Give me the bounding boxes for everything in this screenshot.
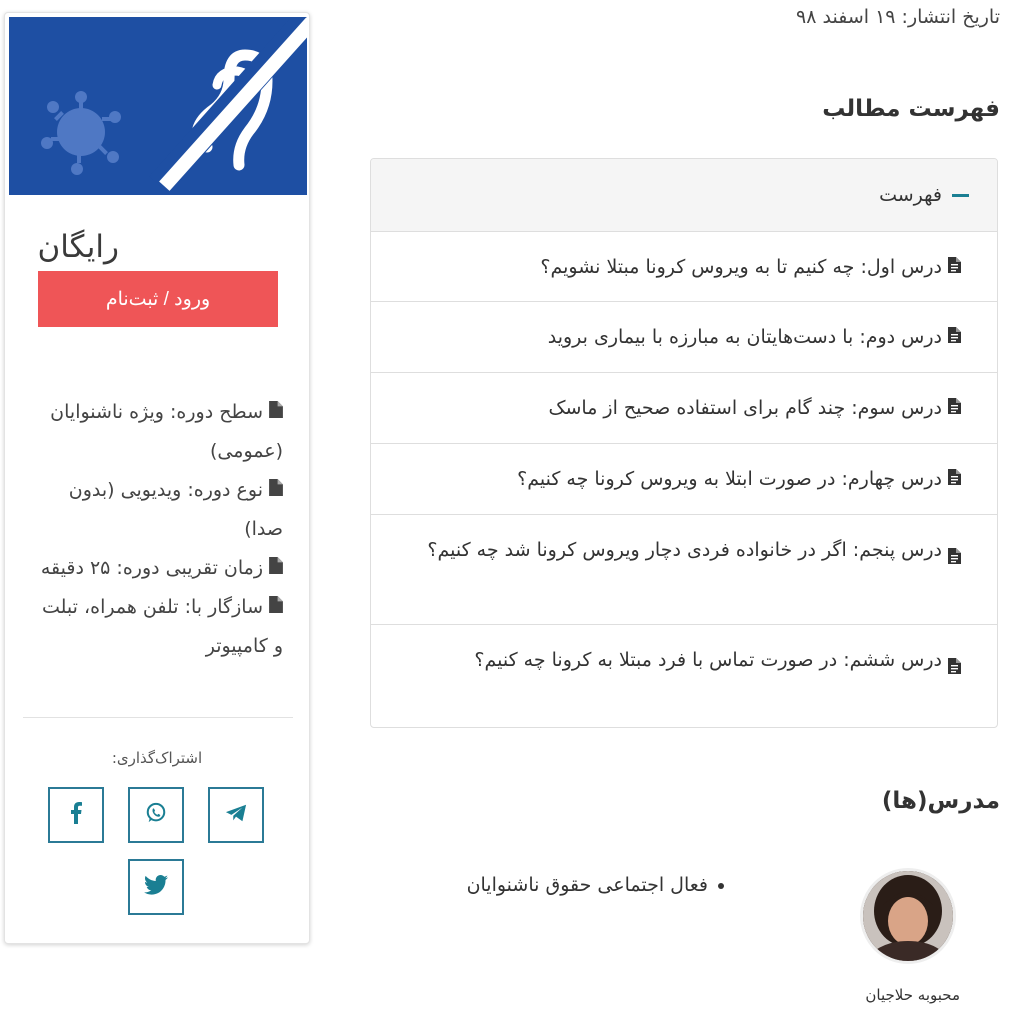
course-price: رایگان <box>37 229 119 265</box>
sidebar-divider <box>23 717 293 718</box>
twitter-icon <box>144 875 168 899</box>
share-whatsapp-button[interactable] <box>128 787 184 843</box>
course-level-text: سطح دوره: ویژه ناشنوایان (عمومی) <box>50 401 283 462</box>
telegram-icon <box>225 803 247 827</box>
teacher-bio-text: فعال اجتماعی حقوق ناشنوایان <box>466 874 708 896</box>
toc-title: فهرست مطالب <box>822 96 1000 122</box>
lesson-label: درس دوم: با دست‌هایتان به مبارزه با بیماری بروید <box>547 326 942 348</box>
lesson-label: درس اول: چه کنیم تا به ویروس کرونا مبتلا نشویم؟ <box>540 255 942 278</box>
teachers-title: مدرس(ها) <box>881 788 1000 814</box>
whatsapp-icon <box>145 802 167 828</box>
teacher-bio-item <box>467 874 724 896</box>
course-level <box>35 393 283 471</box>
lesson-item-4[interactable] <box>371 444 997 515</box>
lesson-label: درس ششم: در صورت تماس با فرد مبتلا به کرونا چه کنیم؟ <box>474 649 942 671</box>
course-type-text: نوع دوره: ویدیویی (بدون صدا) <box>68 479 283 540</box>
file-icon <box>948 651 961 685</box>
file-icon <box>269 471 283 510</box>
toc-header-label: فهرست <box>879 184 942 206</box>
file-icon <box>948 391 961 425</box>
teacher-avatar[interactable] <box>860 868 956 964</box>
course-compatibility <box>35 588 283 666</box>
publish-date: تاریخ انتشار: ۱۹ اسفند ۹۸ <box>796 6 1000 28</box>
share-telegram-button[interactable] <box>208 787 264 843</box>
login-register-button[interactable]: ورود / ثبت‌نام <box>38 271 278 327</box>
teacher-name[interactable]: محبوبه حلاجیان <box>865 986 960 1004</box>
lesson-item-6[interactable] <box>371 625 997 728</box>
collapse-icon <box>952 194 969 197</box>
share-twitter-button[interactable] <box>128 859 184 915</box>
lesson-label: درس پنجم: اگر در خانواده فردی دچار ویروس کرونا شد چه کنیم؟ <box>427 539 942 561</box>
course-compatibility-text: سازگار با: تلفن همراه، تبلت و کامپیوتر <box>41 596 283 657</box>
file-icon <box>948 250 961 284</box>
lesson-item-2[interactable] <box>371 302 997 373</box>
course-duration-text: زمان تقریبی دوره: ۲۵ دقیقه <box>40 557 263 579</box>
course-banner-image <box>9 17 307 195</box>
file-icon <box>269 393 283 432</box>
facebook-icon <box>70 802 82 828</box>
lesson-label: درس سوم: چند گام برای استفاده صحیح از ماسک <box>548 397 942 419</box>
lesson-item-1[interactable] <box>371 232 997 302</box>
lesson-item-5[interactable] <box>371 515 997 625</box>
toc-panel <box>370 158 998 728</box>
course-sidebar-card <box>4 12 310 944</box>
file-icon <box>948 462 961 496</box>
file-icon <box>269 549 283 588</box>
bullet-icon <box>718 883 724 889</box>
lesson-label: درس چهارم: در صورت ابتلا به ویروس کرونا چه کنیم؟ <box>517 468 942 490</box>
lesson-item-3[interactable] <box>371 373 997 444</box>
file-icon <box>269 588 283 627</box>
share-label: اشتراک‌گذاری: <box>111 749 203 767</box>
course-type <box>35 471 283 549</box>
file-icon <box>948 541 961 575</box>
share-facebook-button[interactable] <box>48 787 104 843</box>
course-meta-list <box>35 393 283 666</box>
toc-accordion-header[interactable] <box>371 159 997 232</box>
course-duration <box>35 549 283 588</box>
file-icon <box>948 320 961 354</box>
